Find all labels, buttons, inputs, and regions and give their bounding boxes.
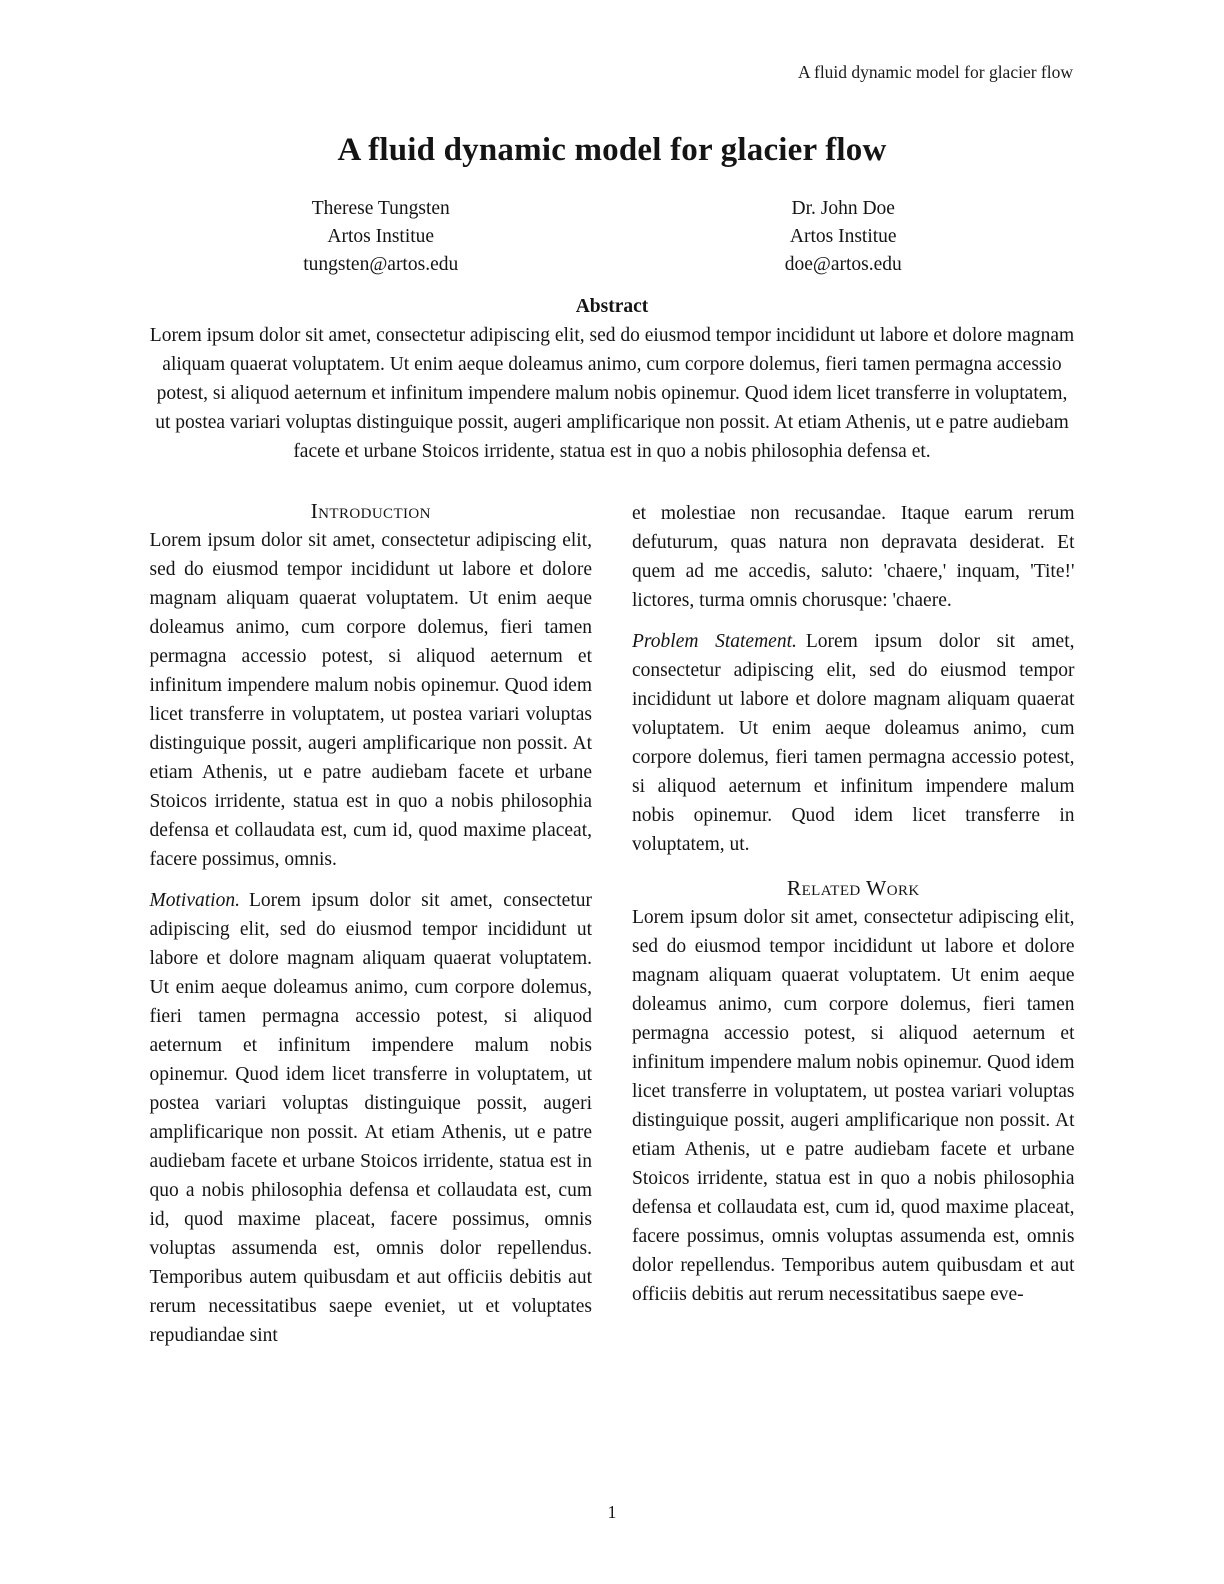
section-heading-introduction: Introduction <box>310 499 431 523</box>
author-email: tungsten@artos.edu <box>303 254 459 275</box>
problem-statement-paragraph-text: Lorem ipsum dolor sit amet, consectetur adipiscing elit, sed do eiusmod tempor incididunt ut labore et dolore magnam aliquam quaerat voluptatem. Ut enim aeque doleamus animo, cum corpore dolemus, fieri tamen permagna accessio potest, si aliquod aeternum et infinitum impendere malum nobis opinemur. Quod idem licet transferre in voluptatem, ut. <box>632 631 1075 855</box>
authors-block <box>150 195 1075 279</box>
author-affiliation: Artos Institue <box>789 226 897 247</box>
abstract-section <box>0 296 1224 466</box>
abstract-heading: Abstract <box>575 296 649 317</box>
paper-title: A fluid dynamic model for glacier flow <box>337 132 887 168</box>
author-left <box>150 195 613 279</box>
left-column <box>150 499 593 1362</box>
paragraph-runin-heading-motivation: Motivation. <box>149 890 240 911</box>
author-name: Therese Tungsten <box>311 198 450 219</box>
running-head: A fluid dynamic model for glacier flow <box>797 62 1073 82</box>
motivation-paragraph-continuation: et molestiae non recusandae. Itaque earum rerum defuturum, quas natura non depravata desiderat. Et quem ad me accedis, saluto: 'chaere,' inquam, 'Tite!' lictores, turma omnis chorusque: 'chaere. <box>632 503 1075 611</box>
problem-statement-paragraph <box>632 627 1075 859</box>
page-number: 1 <box>607 1502 617 1522</box>
introduction-paragraph: Lorem ipsum dolor sit amet, consectetur adipiscing elit, sed do eiusmod tempor incididunt ut labore et dolore magnam aliquam quaerat voluptatem. Ut enim aeque doleamus animo, cum corpore dolemus, fieri tamen permagna accessio potest, si aliquod aeternum et infinitum impendere malum nobis opinemur. Quod idem licet transferre in voluptatem, ut postea variari voluptas distinguique possit, augeri amplificarique non possit. At etiam Athenis, ut e patre audiebam facete et urbane Stoicos irridente, statua est in quo a nobis philosophia defensa et collaudata est, cum id, quod maxime placeat, facere possimus, omnis. <box>149 530 592 870</box>
two-column-body <box>150 499 1075 1362</box>
right-column <box>632 499 1075 1362</box>
abstract-text: Lorem ipsum dolor sit amet, consectetur adipiscing elit, sed do eiusmod tempor incididunt ut labore et dolore magnam aliquam quaerat voluptatem. Ut enim aeque doleamus animo, cum corpore dolemus, fieri tamen permagna accessio potest, si aliquod aeternum et infinitum impendere malum nobis opinemur. Quod idem licet transferre in voluptatem, ut postea variari voluptas distinguique possit, augeri amplificarique non possit. At etiam Athenis, ut e patre audiebam facete et urbane Stoicos irridente, statua est in quo a nobis philosophia defensa et. <box>149 325 1075 462</box>
author-email: doe@artos.edu <box>784 254 902 275</box>
related-work-paragraph: Lorem ipsum dolor sit amet, consectetur adipiscing elit, sed do eiusmod tempor incididunt ut labore et dolore magnam aliquam quaerat voluptatem. Ut enim aeque doleamus animo, cum corpore dolemus, fieri tamen permagna accessio potest, si aliquod aeternum et infinitum impendere malum nobis opinemur. Quod idem licet transferre in voluptatem, ut postea variari voluptas distinguique possit, augeri amplificarique non possit. At etiam Athenis, ut e patre audiebam facete et urbane Stoicos irridente, statua est in quo a nobis philosophia defensa et collaudata est, cum id, quod maxime placeat, facere possimus, omnis voluptas assumenda est, omnis dolor repellendus. Temporibus autem quibusdam et aut officiis debitis aut rerum necessitatibus saepe eve- <box>632 907 1075 1305</box>
author-right <box>612 195 1075 279</box>
author-name: Dr. John Doe <box>791 198 895 219</box>
paragraph-runin-heading-problem-statement: Problem Statement. <box>632 631 797 652</box>
author-affiliation: Artos Institue <box>327 226 435 247</box>
section-heading-related-work: Related Work <box>786 876 920 900</box>
motivation-paragraph <box>150 886 593 1350</box>
motivation-paragraph-text: Lorem ipsum dolor sit amet, consectetur adipiscing elit, sed do eiusmod tempor incididunt ut labore et dolore magnam aliquam quaerat voluptatem. Ut enim aeque doleamus animo, cum corpore dolemus, fieri tamen permagna accessio potest, si aliquod aeternum et infinitum impendere malum nobis opinemur. Quod idem licet transferre in voluptatem, ut postea variari voluptas distinguique possit, augeri amplificarique non possit. At etiam Athenis, ut e patre audiebam facete et urbane Stoicos irridente, statua est in quo a nobis philosophia defensa et collaudata est, cum id, quod maxime placeat, facere possimus, omnis voluptas assumenda est, omnis dolor repellendus. Temporibus autem quibusdam et aut officiis debitis aut rerum necessitatibus saepe eveniet, ut et voluptates repudiandae sint <box>149 890 592 1346</box>
